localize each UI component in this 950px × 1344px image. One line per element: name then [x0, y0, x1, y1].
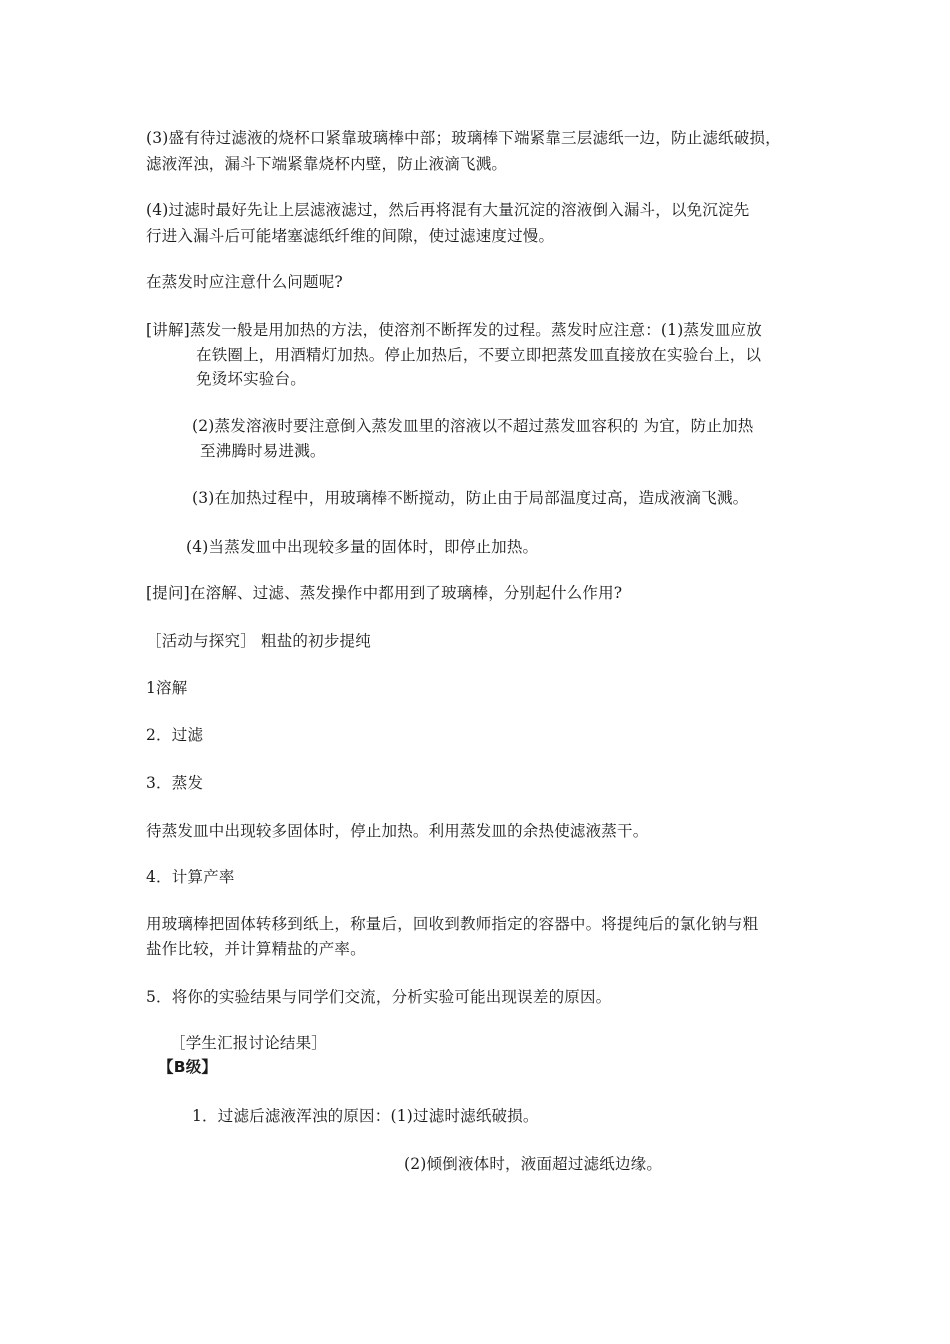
step-evaporate-detail: 待蒸发皿中出现较多固体时，停止加热。利用蒸发皿的余热使滤液蒸干。: [146, 822, 649, 840]
step-calculate-detail-line2: 盐作比较，并计算精盐的产率。: [146, 940, 366, 958]
explanation-point2-line1: (2)蒸发溶液时要注意倒入蒸发皿里的溶液以不超过蒸发皿容积的 为宜，防止加热: [192, 417, 754, 435]
explanation-point3: (3)在加热过程中，用玻璃棒不断搅动，防止由于局部温度过高，造成液滴飞溅。: [192, 489, 749, 507]
result-cloudy-filtrate-line2: (2)倾倒液体时，液面超过滤纸边缘。: [404, 1155, 663, 1173]
paragraph-filter-step3-line1: (3)盛有待过滤液的烧杯口紧靠玻璃棒中部；玻璃棒下端紧靠三层滤纸一边，防止滤纸破损，: [146, 129, 781, 147]
step-calculate: 4．计算产率: [146, 868, 235, 886]
student-report-heading: ［学生汇报讨论结果］: [170, 1034, 328, 1052]
explanation-line2: 在铁圈上，用酒精灯加热。停止加热后，不要立即把蒸发皿直接放在实验台上，以: [196, 346, 762, 364]
level-b-label: 【B级】: [158, 1058, 218, 1076]
step-calculate-detail-line1: 用玻璃棒把固体转移到纸上，称量后，回收到教师指定的容器中。将提纯后的氯化钠与粗: [146, 915, 759, 933]
paragraph-filter-step4-line1: (4)过滤时最好先让上层滤液滤过，然后再将混有大量沉淀的溶液倒入漏斗，以免沉淀先: [146, 201, 750, 219]
result-cloudy-filtrate-line1: 1．过滤后滤液浑浊的原因：(1)过滤时滤纸破损。: [192, 1107, 539, 1125]
explanation-line3: 免烫坏实验台。: [196, 370, 306, 388]
activity-heading: ［活动与探究］ 粗盐的初步提纯: [146, 632, 371, 650]
step-evaporate: 3．蒸发: [146, 774, 204, 792]
question-evaporation: 在蒸发时应注意什么问题呢?: [146, 273, 343, 291]
paragraph-filter-step3-line2: 滤液浑浊，漏斗下端紧靠烧杯内壁，防止液滴飞溅。: [146, 155, 508, 173]
explanation-point4: (4)当蒸发皿中出现较多量的固体时，即停止加热。: [186, 538, 539, 556]
question-glass-rod: [提问]在溶解、过滤、蒸发操作中都用到了玻璃棒，分别起什么作用?: [146, 584, 623, 602]
explanation-point2-line2: 至沸腾时易进溅。: [200, 442, 326, 460]
explanation-line1: [讲解]蒸发一般是用加热的方法，使溶剂不断挥发的过程。蒸发时应注意：(1)蒸发皿应放: [146, 321, 762, 339]
step-discuss: 5．将你的实验结果与同学们交流，分析实验可能出现误差的原因。: [146, 988, 612, 1006]
step-filter: 2．过滤: [146, 726, 204, 744]
paragraph-filter-step4-line2: 行进入漏斗后可能堵塞滤纸纤维的间隙，使过滤速度过慢。: [146, 227, 555, 245]
step-dissolve: 1溶解: [146, 679, 188, 697]
